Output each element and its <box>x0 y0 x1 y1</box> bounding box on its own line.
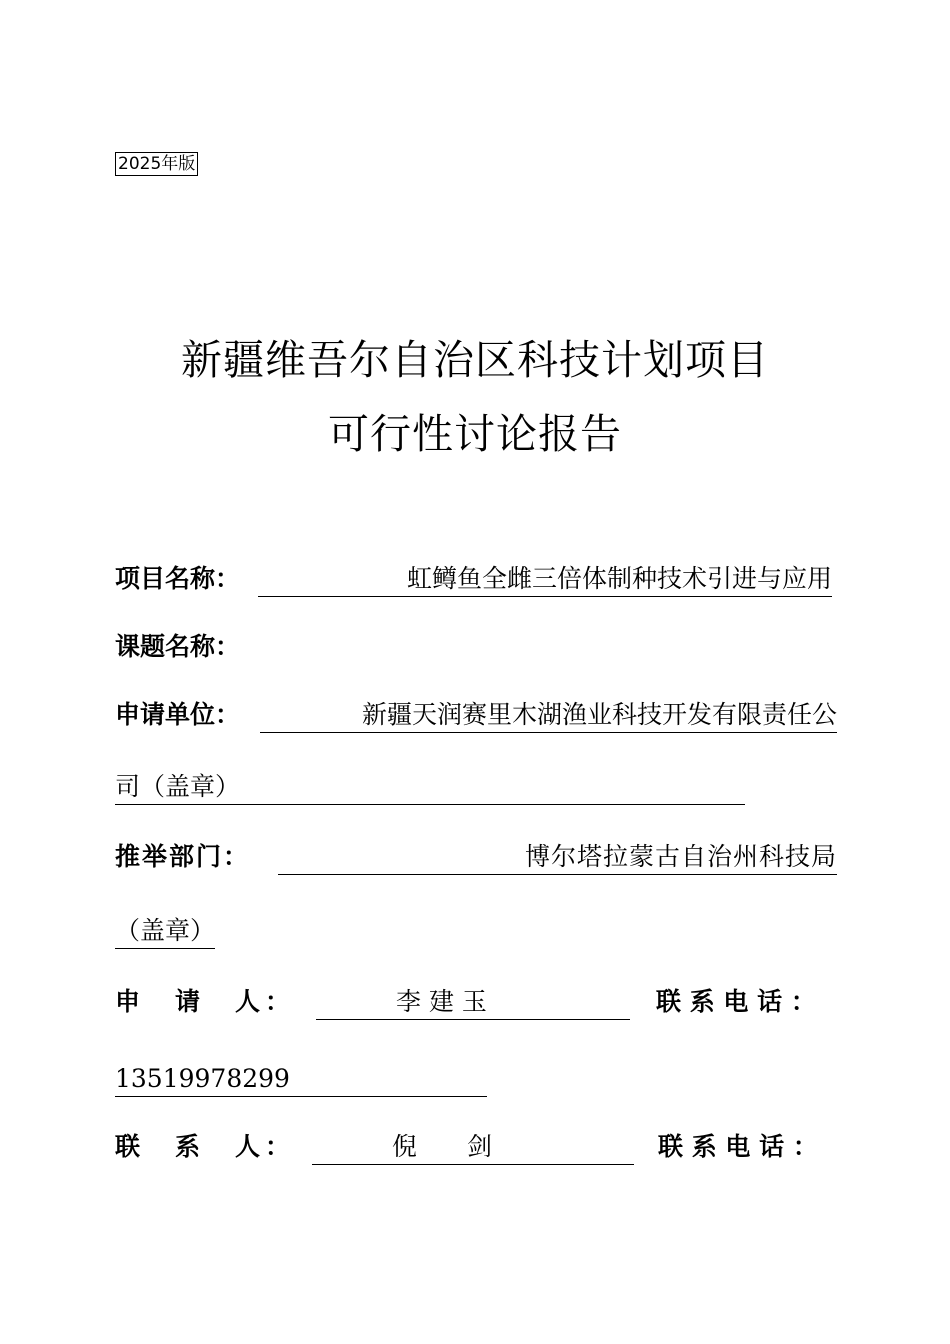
applicant-unit-value-line1: 新疆天润赛里木湖渔业科技开发有限责任公 <box>260 698 837 733</box>
applicant-phone-label: 联 系 电 话 ： <box>656 987 816 1016</box>
document-title-line1: 新疆维吾尔自治区科技计划项目 <box>181 336 769 384</box>
recommending-dept-value-line1: 博尔塔拉蒙古自治州科技局 <box>278 840 837 875</box>
project-name-label: 项目名称： <box>115 564 241 593</box>
recommending-dept-label: 推举部门： <box>115 842 251 871</box>
project-name-value: 虹鳟鱼全雌三倍体制种技术引进与应用 <box>258 562 832 597</box>
applicant-unit-value-line2 <box>115 770 745 805</box>
applicant-phone-value <box>115 1062 487 1097</box>
contact-phone-label: 联 系 电 话 ： <box>658 1132 818 1161</box>
applicant-unit-value-line2-text: 司（盖章） <box>115 772 241 801</box>
contact-value <box>312 1130 634 1165</box>
contact-name: 倪 剑 <box>392 1132 493 1161</box>
document-title-line2: 可行性讨论报告 <box>328 410 622 458</box>
topic-name-label: 课题名称： <box>115 632 241 661</box>
applicant-label: 申 请 人： <box>115 987 296 1016</box>
applicant-phone-number: 13519978299 <box>115 1064 290 1093</box>
contact-label: 联 系 人： <box>115 1132 296 1161</box>
applicant-value <box>316 985 630 1020</box>
recommending-dept-value-line2: （盖章） <box>115 914 215 949</box>
applicant-unit-label: 申请单位： <box>115 700 241 729</box>
applicant-name: 李 建 玉 <box>396 987 487 1016</box>
version-tag: 2025年版 <box>115 152 198 176</box>
